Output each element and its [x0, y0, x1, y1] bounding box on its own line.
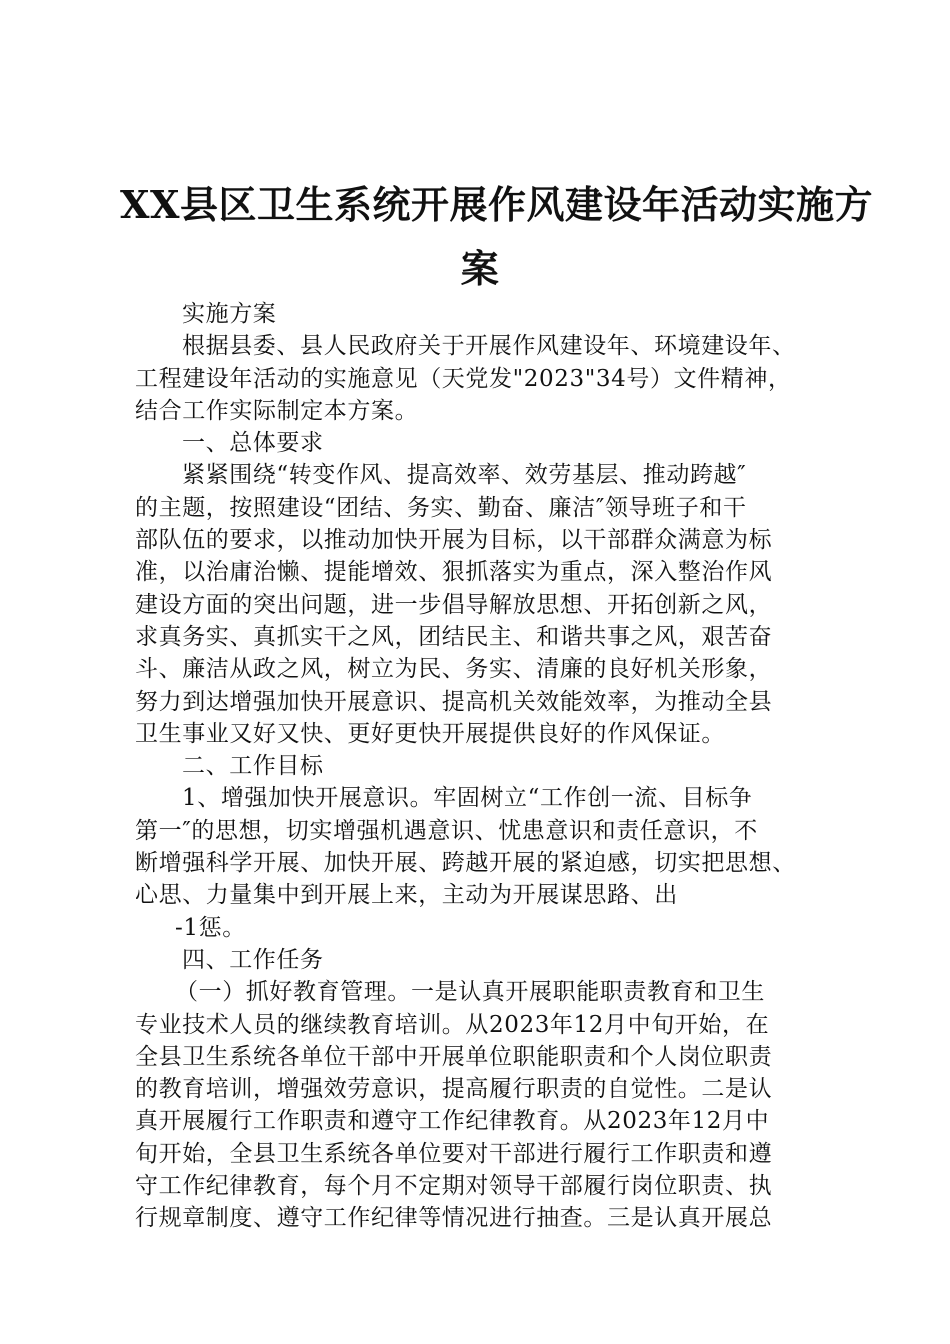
paragraph-line: 心思、力量集中到开展上来，主动为开展谋思路、出 — [135, 882, 678, 909]
paragraph-line: （一）抓好教育管理。一是认真开展职能职责教育和卫生 — [175, 979, 765, 1006]
paragraph-line: 斗、廉洁从政之风，树立为民、务实、清廉的良好机关形象， — [135, 656, 773, 683]
paragraph-line: 卫生事业又好又快、更好更快开展提供良好的作风保证。 — [135, 720, 725, 747]
title-line-1: XX县区卫生系统开展作风建设年活动实施方 — [120, 182, 873, 227]
paragraph-line: 准，以治庸治懒、提能增效、狠抓落实为重点，深入整治作风 — [135, 559, 773, 586]
paragraph-line: 紧紧围绕“转变作风、提高效率、效劳基层、推动跨越″ — [182, 462, 747, 489]
paragraph-line: 实施方案 — [182, 301, 277, 327]
page-break-fragment: -1惩。 — [175, 914, 246, 941]
paragraph-line: 工程建设年活动的实施意见（天党发"2023"34号）文件精神， — [135, 365, 792, 392]
paragraph-line: 专业技术人员的继续教育培训。从2023年12月中旬开始，在 — [135, 1011, 770, 1038]
paragraph-line: 部队伍的要求，以推动加快开展为目标，以干部群众满意为标 — [135, 527, 773, 554]
paragraph-line: 断增强科学开展、加快开展、跨越开展的紧迫感，切实把思想、 — [135, 850, 796, 877]
paragraph-line: 第一″的思想，切实增强机遇意识、忧患意识和责任意识，不 — [135, 817, 758, 844]
document-body — [135, 298, 845, 1235]
paragraph-line: 努力到达增强加快开展意识、提高机关效能效率，为推动全县 — [135, 688, 773, 715]
paragraph-line: 的教育培训，增强效劳意识，提高履行职责的自觉性。二是认 — [135, 1076, 773, 1103]
paragraph-line: 的主题，按照建设“团结、务实、勤奋、廉洁″领导班子和干 — [135, 494, 747, 521]
paragraph-line: 旬开始，全县卫生系统各单位要对干部进行履行工作职责和遵 — [135, 1140, 773, 1167]
document-title — [120, 176, 873, 298]
paragraph-line: 行规章制度、遵守工作纪律等情况进行抽查。三是认真开展总 — [135, 1205, 773, 1232]
paragraph-line: 守工作纪律教育，每个月不定期对领导干部履行岗位职责、执 — [135, 1173, 773, 1200]
paragraph-line: 1、增强加快开展意识。牢固树立“工作创一流、目标争 — [182, 785, 753, 812]
paragraph-line: 根据县委、县人民政府关于开展作风建设年、环境建设年、 — [182, 333, 796, 360]
paragraph-line: 求真务实、真抓实干之风，团结民主、和谐共事之风，艰苦奋 — [135, 623, 773, 650]
section-heading: 四、工作任务 — [182, 946, 324, 973]
paragraph-line: 真开展履行工作职责和遵守工作纪律教育。从2023年12月中 — [135, 1108, 770, 1135]
paragraph-line: 建设方面的突出问题，进一步倡导解放思想、开拓创新之风， — [135, 591, 773, 618]
section-heading: 二、工作目标 — [182, 753, 324, 780]
title-line-2: 案 — [460, 246, 500, 291]
paragraph-line: 结合工作实际制定本方案。 — [135, 397, 419, 424]
paragraph-line: 全县卫生系统各单位干部中开展单位职能职责和个人岗位职责 — [135, 1043, 773, 1070]
section-heading: 一、总体要求 — [182, 430, 324, 457]
